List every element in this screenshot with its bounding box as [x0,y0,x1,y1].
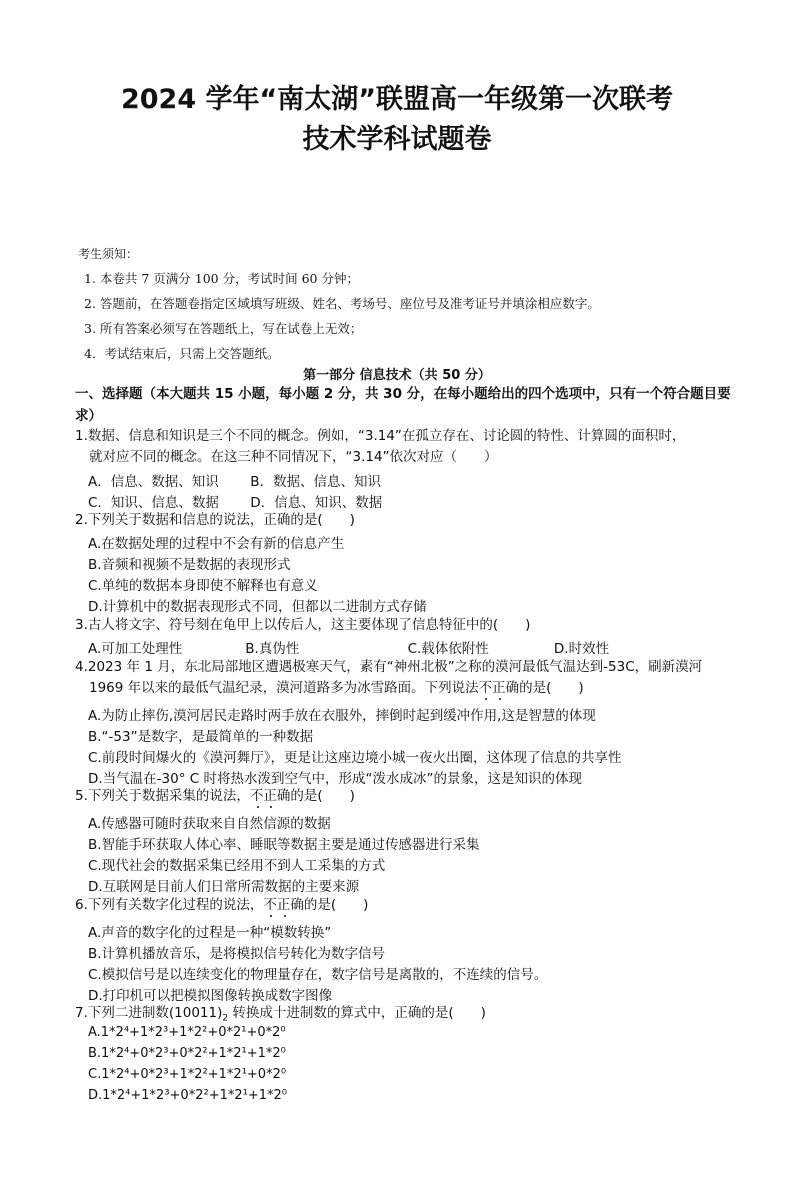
q6-option-a: A.声音的数字化的过程是一种“模数转换” [88,925,332,941]
question-2: 2.下列关于数据和信息的说法，正确的是( ) [75,512,355,528]
q2-option-a: A.在数据处理的过程中不会有新的信息产生 [88,536,345,552]
q7-option-d: D.1*2⁴+1*2³+0*2²+1*2¹+1*2⁰ [88,1088,287,1103]
q4-option-d: D.当气温在-30° C 时将热水泼到空气中，形成“泼水成冰”的景象，这是知识的体现 [88,771,582,787]
exam-title-line1: 2024 学年“南太湖”联盟高一年级第一次联考 [120,84,674,115]
question-6 [75,895,725,916]
question-4 [75,657,725,699]
q7-option-b: B.1*2⁴+0*2³+0*2²+1*2¹+1*2⁰ [88,1046,286,1061]
question-1-options-row1 [88,470,381,490]
q6-option-b: B.计算机播放音乐，是将模拟信号转化为数字信号 [88,946,386,962]
q5-stem-end: 确的是( ) [276,788,355,804]
q1-option-c: C．知识、信息、数据 [88,495,219,511]
q5-option-c: C.现代社会的数据采集已经用不到人工采集的方式 [88,858,386,874]
question-1-options-row2 [88,491,382,511]
notice-item-3: 3. 所有答案必须写在答题纸上，写在试卷上无效； [84,321,363,336]
question-1-line1: 1.数据、信息和知识是三个不同的概念。例如，“3.14”在孤立存在、讨论圆的特性、计算圆的面积时， [75,428,686,444]
notice-item-2: 2. 答题前，在答题卷指定区域填写班级、姓名、考场号、座位号及准考证号并填涂相应数字。 [84,296,600,311]
question-1 [75,426,725,468]
q7-option-a: A.1*2⁴+1*2³+1*2²+0*2¹+0*2⁰ [88,1025,286,1040]
question-3-options [88,637,609,657]
q4-stem-end: 确的是( ) [505,680,584,696]
q5-option-d: D.互联网是目前人们日常所需数据的主要来源 [88,879,360,895]
q7-option-c: C.1*2⁴+0*2³+1*2²+1*2¹+0*2⁰ [88,1067,287,1082]
q7-stem-text: 7.下列二进制数(10011) [75,1005,223,1021]
emphasis-dot-char: 不 [249,788,264,804]
binary-base-subscript: 2 [222,1013,229,1024]
emphasis-dot-char: 正 [492,680,506,696]
notice-heading: 考生须知： [78,247,139,261]
question-4-line1: 4.2023 年 1 月，东北局部地区遭遇极寒天气，素有“神州北极”之称的漠河最低气温达到-53C，刷新漠河 [75,659,703,675]
emphasis-dot-char: 正 [276,897,291,913]
q3-option-a: A.可加工处理性 [88,641,183,657]
question-1-line2: 就对应不同的概念。在这三种不同情况下，“3.14”依次对应（ ） [89,449,498,465]
q2-option-b: B.音频和视频不是数据的表现形式 [88,557,291,573]
q1-option-d: D．信息、知识、数据 [250,495,383,511]
emphasis-dot-char: 不 [263,897,277,913]
q2-option-c: C.单纯的数据本身即使不解释也有意义 [88,578,318,594]
q6-option-c: C.模拟信号是以连续变化的物理量存在，数字信号是离散的，不连续的信号。 [88,967,548,983]
q1-option-a: A．信息、数据、知识 [88,474,219,490]
question-4-line2 [75,678,725,699]
notice-item-1: 1. 本卷共 7 页满分 100 分，考试时间 60 分钟； [84,271,359,286]
q6-option-d: D.打印机可以把模拟图像转换成数字图像 [88,988,333,1004]
emphasis-dot-char: 正 [263,788,277,804]
q4-stem-text: 1969 年以来的最低气温纪录，漠河道路多为冰雪路面。下列说法 [89,680,479,696]
q7-stem-end: 转换成十进制数的算式中，正确的是( ) [228,1005,486,1021]
question-3: 3.古人将文字、符号刻在龟甲上以传后人，这主要体现了信息特征中的( ) [75,617,531,633]
q6-stem-end: 确的是( ) [290,897,369,913]
part-title: 第一部分 信息技术（共 50 分） [303,368,491,383]
exam-title-line2: 技术学科试题卷 [302,124,492,155]
q4-option-b: B.“-53”是数字，是最简单的一种数据 [88,729,314,745]
q3-option-d: D.时效性 [553,641,610,657]
q4-option-a: A.为防止摔伤,漠河居民走路时两手放在衣服外，摔倒时起到缓冲作用,这是智慧的体现 [88,708,596,724]
q3-option-b: B.真伪性 [245,641,300,657]
section-title: 一、选择题（本大题共 15 小题，每小题 2 分，共 30 分，在每小题给出的四个选项中，只有一个符合题目要求） [75,386,731,424]
q3-option-c: C.载体依附性 [407,641,489,657]
q1-option-b: B．数据、信息、知识 [250,474,382,490]
q5-option-a: A.传感器可随时获取来自自然信源的数据 [88,816,331,832]
q5-option-b: B.智能手环获取人体心率、睡眠等数据主要是通过传感器进行采集 [88,837,480,853]
q6-stem-text: 6.下列有关数字化过程的说法， [75,897,264,913]
q2-option-d: D.计算机中的数据表现形式不同，但都以二进制方式存储 [88,599,427,615]
question-5 [75,786,725,807]
q4-option-c: C.前段时间爆火的《漠河舞厅》，更是让这座边境小城一夜火出圈，这体现了信息的共享性 [88,750,622,766]
q5-stem-text: 5.下列关于数据采集的说法， [75,788,250,804]
emphasis-dot-char: 不 [478,680,493,696]
notice-item-4: 4．考试结束后，只需上交答题纸。 [84,346,280,361]
